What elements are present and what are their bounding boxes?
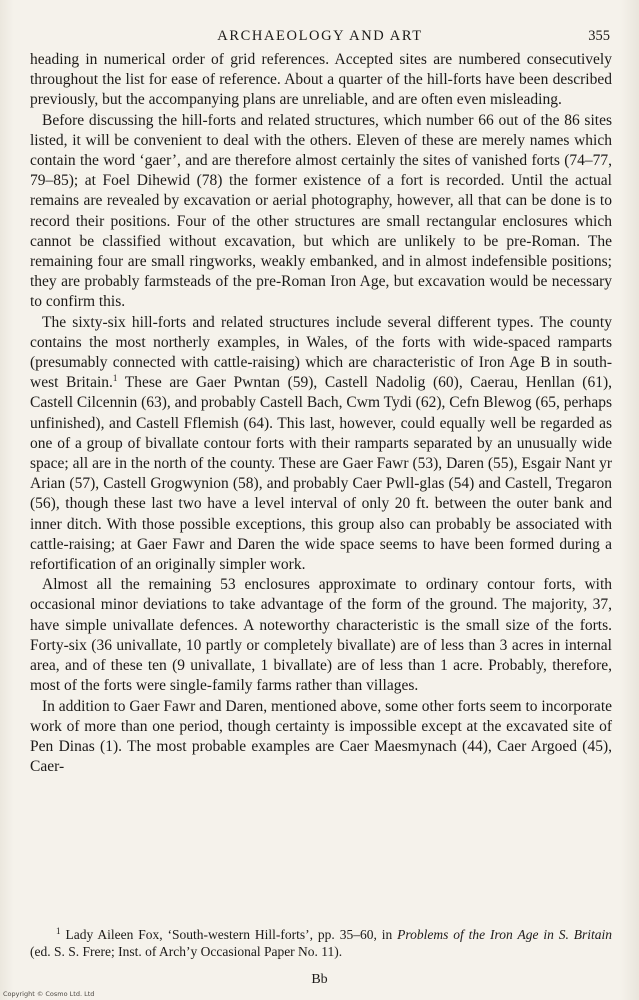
footnote-text: (ed. S. S. Frere; Inst. of Arch’y Occasional Paper No. 11). (30, 944, 343, 959)
paragraph (30, 313, 612, 576)
footnotes (30, 926, 612, 960)
footnote-reference[interactable]: 1 (112, 373, 118, 384)
paragraph-text: These are Gaer Pwntan (59), Castell Nadolig (60), Caerau, Henllan (61), Castell Cilcennin (63), and probably Castell Bach, Cwm Tydi (62), Cefn Blewog (65, perhaps unfinished), and Castell Fflemish (64). This last, however, could equally well be regarded as one of a group of bivallate contour forts with their ramparts separated by an unusually wide space; all are in the north of the county. These are Gaer Fawr (53), Daren (55), Esgair Nant yr Arian (57), Castell Grogwynion (58), and probably Caer Pwll-glas (54) and Castell, Tregaron (56), though these last two have a level interval of only 20 ft. between the outer bank and inner ditch. With those possible exceptions, this group also can probably be associated with cattle-raising; at Gaer Fawr and Daren the wide space seems to have been formed during a refortification of an originally simpler work. (30, 374, 612, 574)
paragraph: heading in numerical order of grid references. Accepted sites are numbered consecutively throughout the list for ease of reference. About a quarter of the hill-forts have been described previously, but the accompanying plans are unreliable, and are often even misleading. (30, 51, 612, 109)
paragraph: In addition to Gaer Fawr and Daren, mentioned above, some other forts seem to incorporate work of more than one period, though certainty is impossible except at the excavated site of Pen Dinas (1). The most probable examples are Caer Maesmynach (44), Caer Argoed (45), Caer- (30, 697, 612, 776)
page-number: 355 (588, 28, 610, 44)
footnote-mark: 1 (56, 925, 61, 936)
paragraph: Almost all the remaining 53 enclosures approximate to ordinary contour forts, with occasional minor deviations to take advantage of the form of the ground. The majority, 37, have simple univallate defences. A noteworthy characteristic is the small size of the forts. Forty-six (36 univallate, 10 partly or completely bivallate) are of less than 3 acres in internal area, and of these ten (9 univallate, 1 bivallate) are of less than 1 acre. Probably, therefore, most of the forts were single-family farms rather than villages. (30, 576, 612, 695)
running-title: ARCHAEOLOGY AND ART (217, 28, 423, 44)
running-head (30, 28, 610, 48)
paragraph-text: The sixty-six hill-forts and related structures include several different types. The county contains the most northerly examples, in Wales, of the forts with wide-spaced ramparts (presumably connected with cattle-raising) which are characteristic of Iron Age B in south-west Britain. (30, 313, 612, 392)
signature-mark: Bb (311, 972, 328, 987)
footnote-book-title: Problems of the Iron Age in S. Britain (397, 927, 612, 942)
copyright-notice: Copyright © Cosmo Ltd. Ltd (3, 990, 95, 998)
footnote-text: Lady Aileen Fox, ‘South-western Hill-forts’, pp. 35–60, in (65, 927, 398, 942)
paragraph: Before discussing the hill-forts and related structures, which number 66 out of the 86 sites listed, it will be convenient to deal with the others. Eleven of these are merely names which contain the word ‘gaer’, and are therefore almost certainly the sites of vanished forts (74–77, 79–85); at Foel Dihewid (78) the former existence of a fort is recorded. Until the actual remains are revealed by excavation or aerial photography, however, all that can be done is to record their positions. Four of the other structures are small rectangular enclosures which cannot be classified without excavation, but which are unlikely to be pre-Roman. The remaining four are small ringworks, weakly embanked, and in almost indefensible positions; they are probably farmsteads of the pre-Roman Iron Age, but excavation would be necessary to confirm this. (30, 111, 612, 311)
body-text (30, 50, 612, 777)
footnote (30, 926, 612, 960)
